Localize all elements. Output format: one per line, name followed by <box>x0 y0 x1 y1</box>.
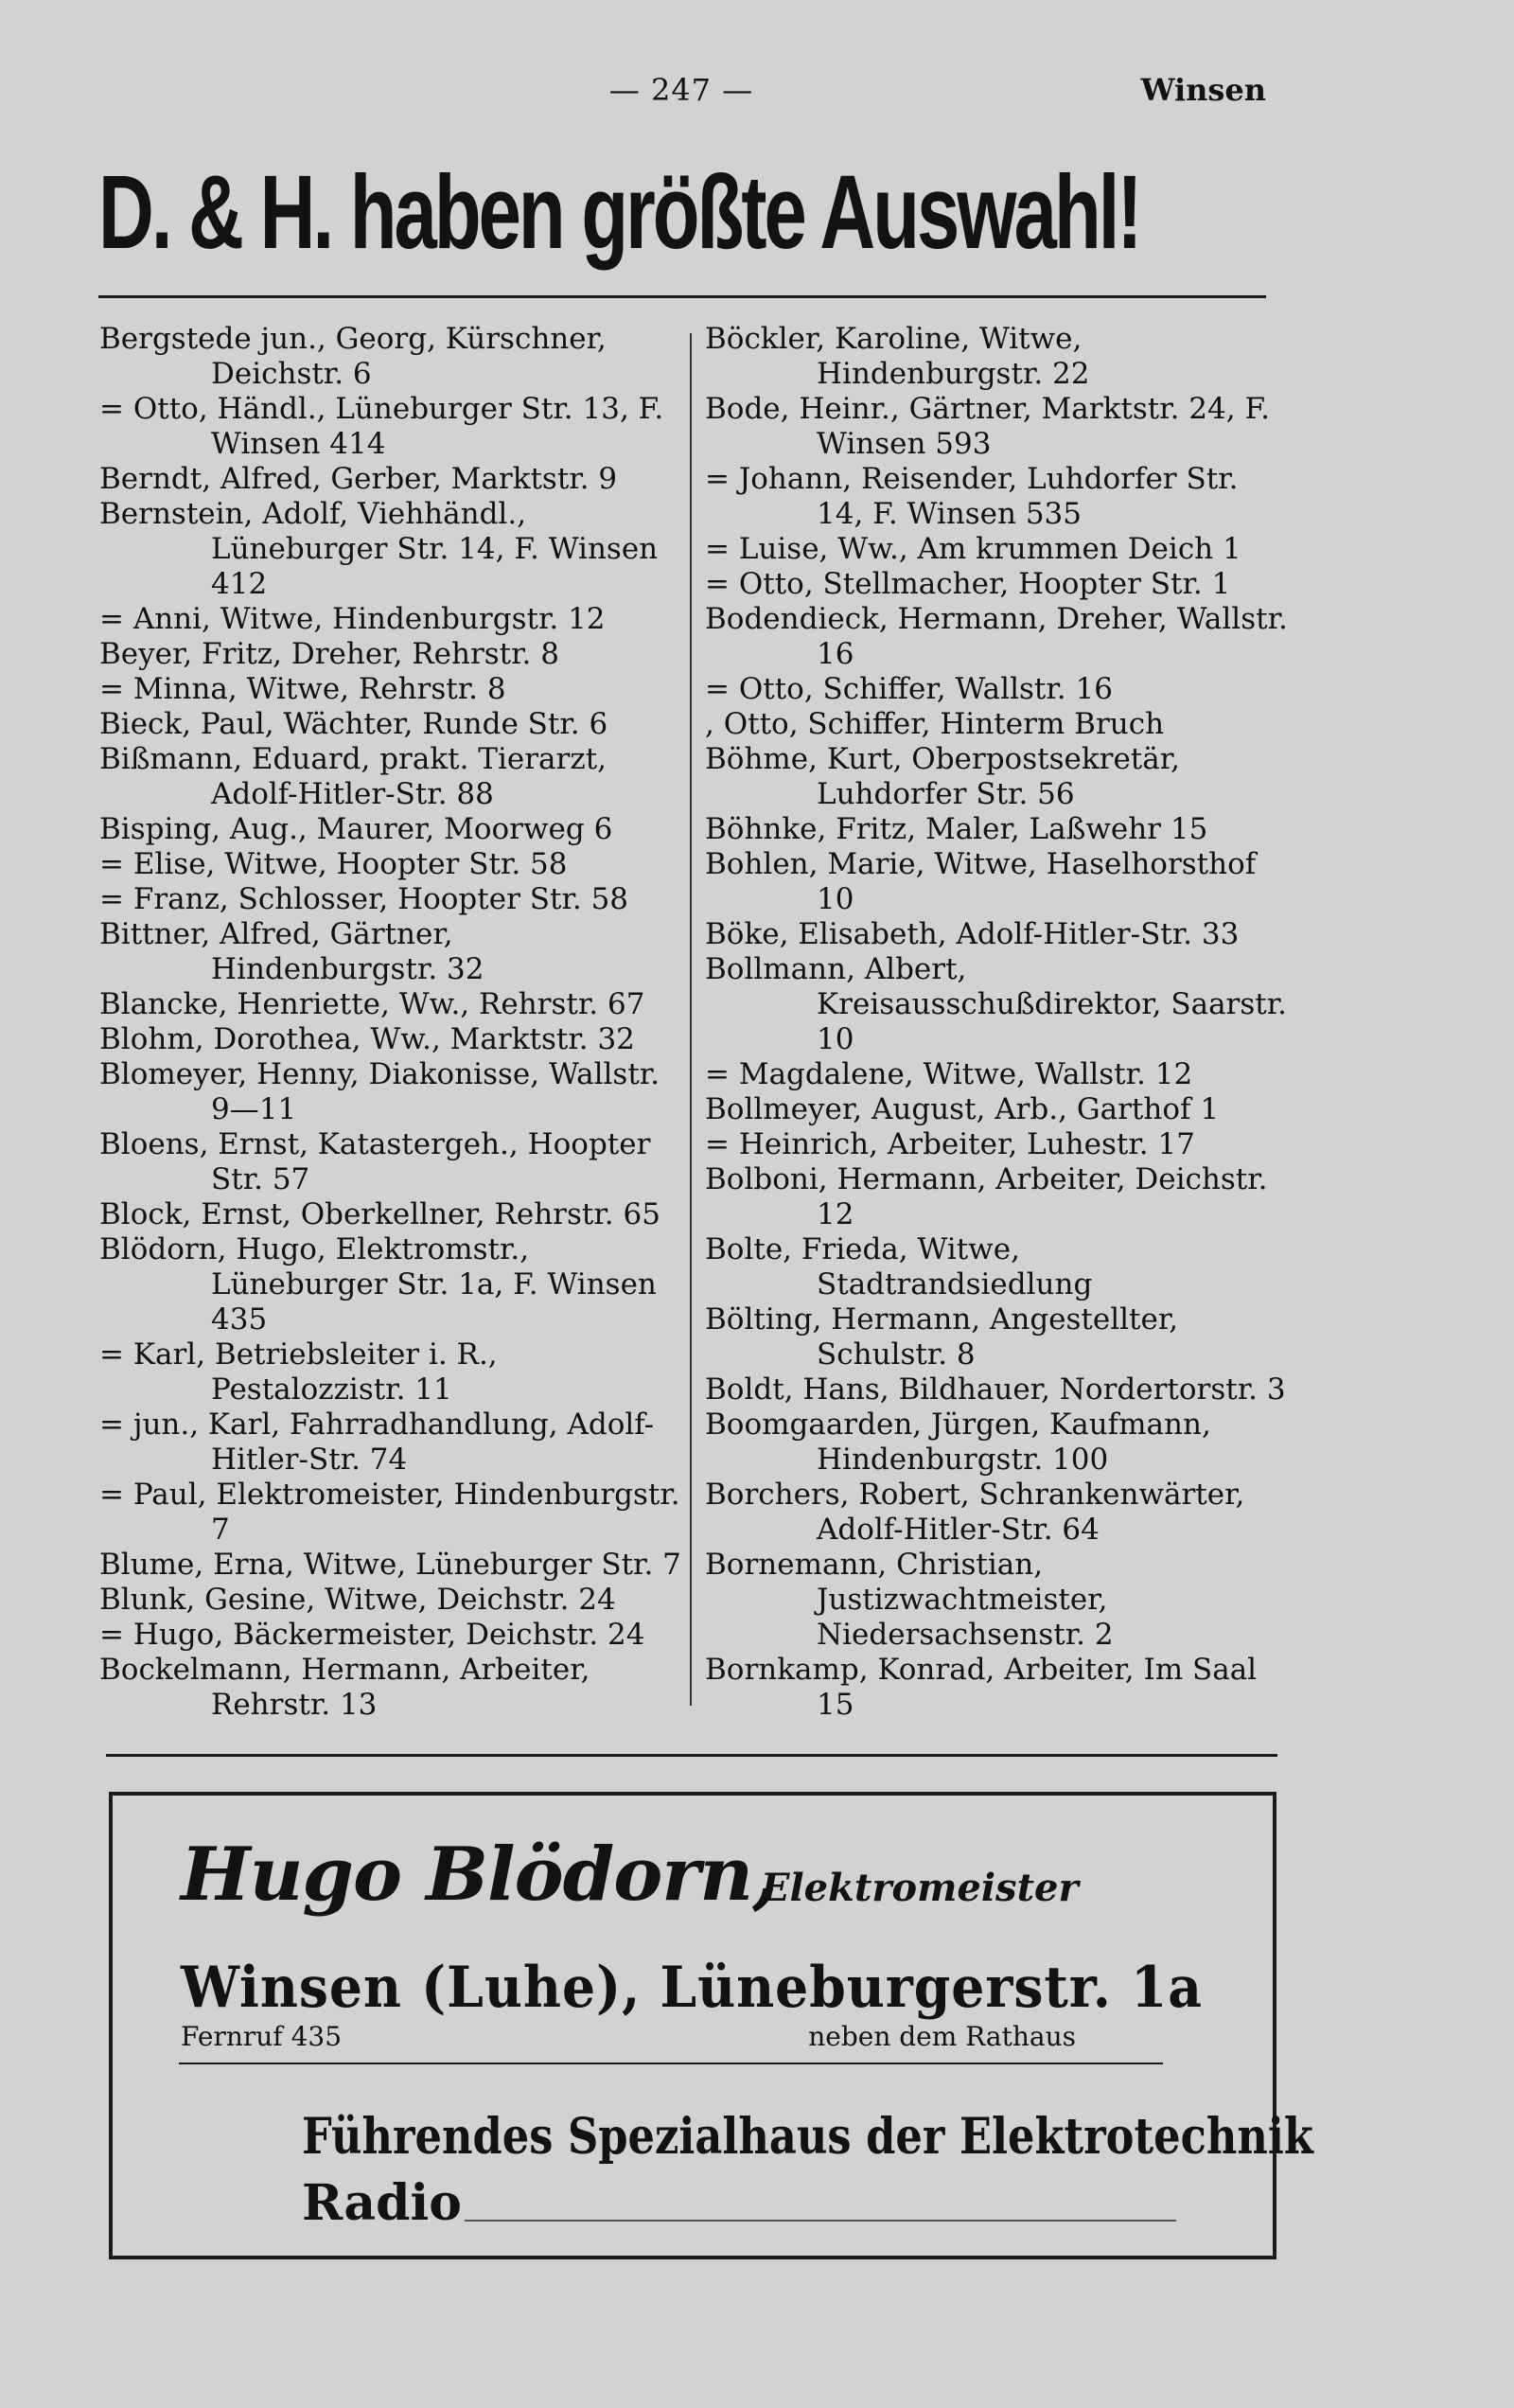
directory-entry: Bollmeyer, August, Arb., Garthof 1 <box>705 1092 1220 1126</box>
directory-entry: Bittner, Alfred, Gärtner, Hindenburgstr. 32 <box>99 917 484 986</box>
directory-entry: = jun., Karl, Fahrradhandlung, Adolf-Hitler-Str. 74 <box>99 1408 655 1477</box>
directory-entry: Bernstein, Adolf, Viehhändl., Lüneburger Str. 14, F. Winsen 412 <box>99 497 659 601</box>
directory-entry: Bornemann, Christian, Justizwachtmeister, Niedersachsenstr. 2 <box>705 1548 1114 1652</box>
ad-specialty: Führendes Spezialhaus der Elektrotechnik <box>302 2108 1313 2166</box>
directory-entry: = Anni, Witwe, Hindenburgstr. 12 <box>99 602 606 636</box>
directory-entry: Bißmann, Eduard, prakt. Tierarzt, Adolf-Hitler-Str. 88 <box>99 742 607 811</box>
directory-entry: Bodendieck, Hermann, Dreher, Wallstr. 16 <box>705 602 1288 671</box>
directory-entry: = Minna, Witwe, Rehrstr. 8 <box>99 672 506 706</box>
directory-entry: = Paul, Elektromeister, Hindenburgstr. 7 <box>99 1478 680 1547</box>
ad-address: Winsen (Luhe), Lüneburgerstr. 1a <box>181 1955 1203 2021</box>
page-number: — 247 — <box>608 72 754 108</box>
directory-entry: Blancke, Henriette, Ww., Rehrstr. 67 <box>99 987 645 1021</box>
directory-entry: = Otto, Schiffer, Wallstr. 16 <box>705 672 1113 706</box>
directory-entry: Bergstede jun., Georg, Kürschner, Deichstr. 6 <box>99 322 607 391</box>
left-column <box>99 322 686 1723</box>
directory-entry: Bockelmann, Hermann, Arbeiter, Rehrstr. 13 <box>99 1653 590 1722</box>
directory-entry: Blume, Erna, Witwe, Lüneburger Str. 7 <box>99 1548 681 1582</box>
directory-entry: Block, Ernst, Oberkellner, Rehrstr. 65 <box>99 1197 660 1231</box>
directory-entry: Beyer, Fritz, Dreher, Rehrstr. 8 <box>99 637 559 671</box>
directory-entry: Bode, Heinr., Gärtner, Marktstr. 24, F. Winsen 593 <box>705 392 1270 461</box>
directory-entry: = Otto, Händl., Lüneburger Str. 13, F. Winsen 414 <box>99 392 664 461</box>
ad-blank-line <box>465 2220 1176 2222</box>
directory-entry: = Elise, Witwe, Hoopter Str. 58 <box>99 847 568 881</box>
directory-entry: Böke, Elisabeth, Adolf-Hitler-Str. 33 <box>705 917 1240 951</box>
directory-entry: Bollmann, Albert, Kreisausschußdirektor, Saarstr. 10 <box>705 952 1288 1056</box>
directory-entry: Boldt, Hans, Bildhauer, Nordertorstr. 3 <box>705 1372 1286 1407</box>
directory-entry: Bolte, Frieda, Witwe, Stadtrandsiedlung <box>705 1232 1093 1301</box>
directory-entry: Bornkamp, Konrad, Arbeiter, Im Saal 15 <box>705 1653 1258 1722</box>
directory-entry: Bolboni, Hermann, Arbeiter, Deichstr. 12 <box>705 1162 1268 1231</box>
directory-entry: Böhme, Kurt, Oberpostsekretär, Luhdorfer Str. 56 <box>705 742 1180 811</box>
running-head: Winsen <box>1140 72 1266 108</box>
directory-entry: Berndt, Alfred, Gerber, Marktstr. 9 <box>99 462 618 496</box>
directory-entry: = Karl, Betriebsleiter i. R., Pestalozzistr. 11 <box>99 1337 498 1407</box>
directory-entry: = Magdalene, Witwe, Wallstr. 12 <box>705 1057 1193 1091</box>
directory-entry: , Otto, Schiffer, Hinterm Bruch <box>705 707 1165 741</box>
directory-entry: = Luise, Ww., Am krummen Deich 1 <box>705 532 1241 566</box>
top-rule <box>98 295 1266 298</box>
directory-entry: = Hugo, Bäckermeister, Deichstr. 24 <box>99 1618 645 1652</box>
ad-business-name: Hugo Blödorn, <box>181 1832 778 1918</box>
middle-rule <box>106 1754 1277 1757</box>
directory-entry: = Johann, Reisender, Luhdorfer Str. 14, F. Winsen 535 <box>705 462 1239 531</box>
ad-location-note: neben dem Rathaus <box>808 2021 1076 2052</box>
directory-entry: Bohlen, Marie, Witwe, Haselhorsthof 10 <box>705 847 1257 916</box>
advertisement-box <box>109 1792 1313 2259</box>
directory-entry: Boomgaarden, Jürgen, Kaufmann, Hindenburgstr. 100 <box>705 1408 1211 1477</box>
directory-entry: = Heinrich, Arbeiter, Luhestr. 17 <box>705 1127 1195 1161</box>
directory-entry: Bloens, Ernst, Katastergeh., Hoopter Str. 57 <box>99 1127 651 1196</box>
directory-entry: = Franz, Schlosser, Hoopter Str. 58 <box>99 882 629 916</box>
directory-entry: = Otto, Stellmacher, Hoopter Str. 1 <box>705 567 1231 601</box>
ad-radio: Radio <box>302 2174 462 2232</box>
column-divider <box>690 333 692 1706</box>
right-column <box>705 322 1292 1723</box>
ad-divider <box>179 2063 1163 2064</box>
directory-entry: Bisping, Aug., Maurer, Moorweg 6 <box>99 812 613 846</box>
directory-entry: Bölting, Hermann, Angestellter, Schulstr. 8 <box>705 1302 1179 1372</box>
directory-entry: Blunk, Gesine, Witwe, Deichstr. 24 <box>99 1583 616 1617</box>
directory-entry: Blomeyer, Henny, Diakonisse, Wallstr. 9—11 <box>99 1057 660 1126</box>
directory-entry: Bieck, Paul, Wächter, Runde Str. 6 <box>99 707 608 741</box>
ad-phone: Fernruf 435 <box>181 2021 343 2052</box>
directory-entry: Böhnke, Fritz, Maler, Laßwehr 15 <box>705 812 1208 846</box>
advert-headline: D. & H. haben größte Auswahl! <box>98 154 1140 271</box>
directory-entry: Blohm, Dorothea, Ww., Marktstr. 32 <box>99 1022 635 1056</box>
ad-business-title: Elektromeister <box>761 1866 1079 1910</box>
directory-entry: Borchers, Robert, Schrankenwärter, Adolf-Hitler-Str. 64 <box>705 1478 1245 1547</box>
directory-entry: Böckler, Karoline, Witwe, Hindenburgstr. 22 <box>705 322 1090 391</box>
directory-entry: Blödorn, Hugo, Elektromstr., Lüneburger Str. 1a, F. Winsen 435 <box>99 1232 657 1337</box>
